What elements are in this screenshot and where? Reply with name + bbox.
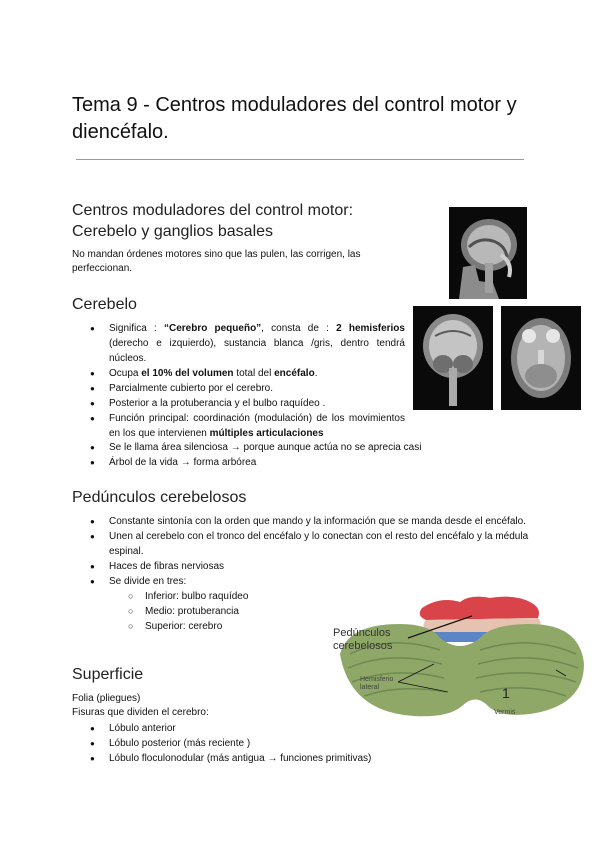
figure-label-line-1: Pedúnculos [333,627,391,639]
mri-sagittal-drawing [449,207,527,299]
cerebelo-list [90,321,405,441]
list-item: ● Lóbulo posterior (más reciente ) [90,736,450,751]
list-item [90,411,405,441]
list-item-bold: encéfalo [274,368,315,379]
mri-axial-image [501,306,581,410]
section-heading-line-1: Centros moduladores del control motor: [72,202,354,219]
list-item-text: total del [233,368,275,379]
list-item-text: (derecho e izquierdo), sustancia blanca /gris, dentro tendrá núcleos. [109,338,405,364]
list-item [90,321,405,366]
list-item: ● Haces de fibras nerviosas [90,559,530,574]
list-item: ● Parcialmente cubierto por el cerebro. [90,381,405,396]
sub-list-item: ○ Medio: protuberancia [90,604,530,619]
figure-label-hemisferio [360,676,393,692]
list-item-bold: 2 hemisferios [336,323,405,334]
mri-coronal-image [413,306,493,410]
list-item-text: Ocupa [109,368,142,379]
list-item-bold: el 10% del volumen [141,368,234,379]
figure-label-vermis: Vermis [494,709,516,716]
intro-paragraph: No mandan órdenes motores sino que las pulen, las corrigen, las perfeccionan. [72,249,361,274]
list-item-text: . [314,368,318,379]
figure-label-pedunculos [333,627,392,653]
list-item-text: Función principal: coordinación (modulación) de los movimientos en los que intervienen [109,413,405,439]
mri-sagittal-image [449,207,527,299]
cerebellum-illustration [330,594,590,724]
list-item: ● Se divide en tres: [90,574,530,589]
section-heading-cerebelo: Cerebelo [72,296,137,313]
list-item-bold: “Cerebro pequeño” [163,323,262,334]
mri-axial-drawing [501,306,581,410]
section-heading-pedunculos: Pedúnculos cerebelosos [72,489,247,506]
list-item: ● Constante sintonía con la orden que mando y la información que se manda desde el encéfalo. [90,514,530,529]
figure-marker: 1 [502,685,510,701]
section-heading-centros [72,200,353,242]
mri-coronal-drawing [413,306,493,410]
section-heading-line-2: Cerebelo y ganglios basales [72,223,274,240]
superficie-line-folia: Folia (pliegues) [72,693,141,704]
list-item: ● Lóbulo anterior [90,721,450,736]
list-item: ● Árbol de la vida → forma arbórea [90,455,490,470]
list-item [90,366,405,381]
list-item: ● Posterior a la protuberancia y el bulbo raquídeo . [90,396,405,411]
list-item-text: Significa : [109,323,164,334]
figure-label-line-2: lateral [360,684,380,691]
cerebelo-list-continued [90,440,490,470]
section-heading-superficie: Superficie [72,666,144,683]
list-item: ● Se le llama área silenciosa → porque aunque actúa no se aprecia casi [90,440,490,455]
figure-label-line-2: cerebelosos [333,640,393,652]
list-item-bold: múltiples articulaciones [209,428,324,439]
list-item: ● Unen al cerebelo con el tronco del encéfalo y lo conectan con el resto del encéfalo y la médula espinal. [90,529,530,559]
sub-list-item: ○ Inferior: bulbo raquídeo [90,589,530,604]
page-title: Tema 9 - Centros moduladores del control motor y diencéfalo. [72,94,517,143]
figure-label-line-1: Hemisferio [360,676,394,683]
superficie-list [90,721,450,766]
cerebellum-drawing [330,594,590,724]
sub-list-item: ○ Superior: cerebro [90,619,530,634]
list-item: ● Lóbulo floculonodular (más antigua → funciones primitivas) [90,751,450,766]
list-item-text: , consta de : [261,323,337,334]
title-divider [76,159,524,160]
superficie-line-fisuras: Fisuras que dividen el cerebro: [72,707,209,718]
